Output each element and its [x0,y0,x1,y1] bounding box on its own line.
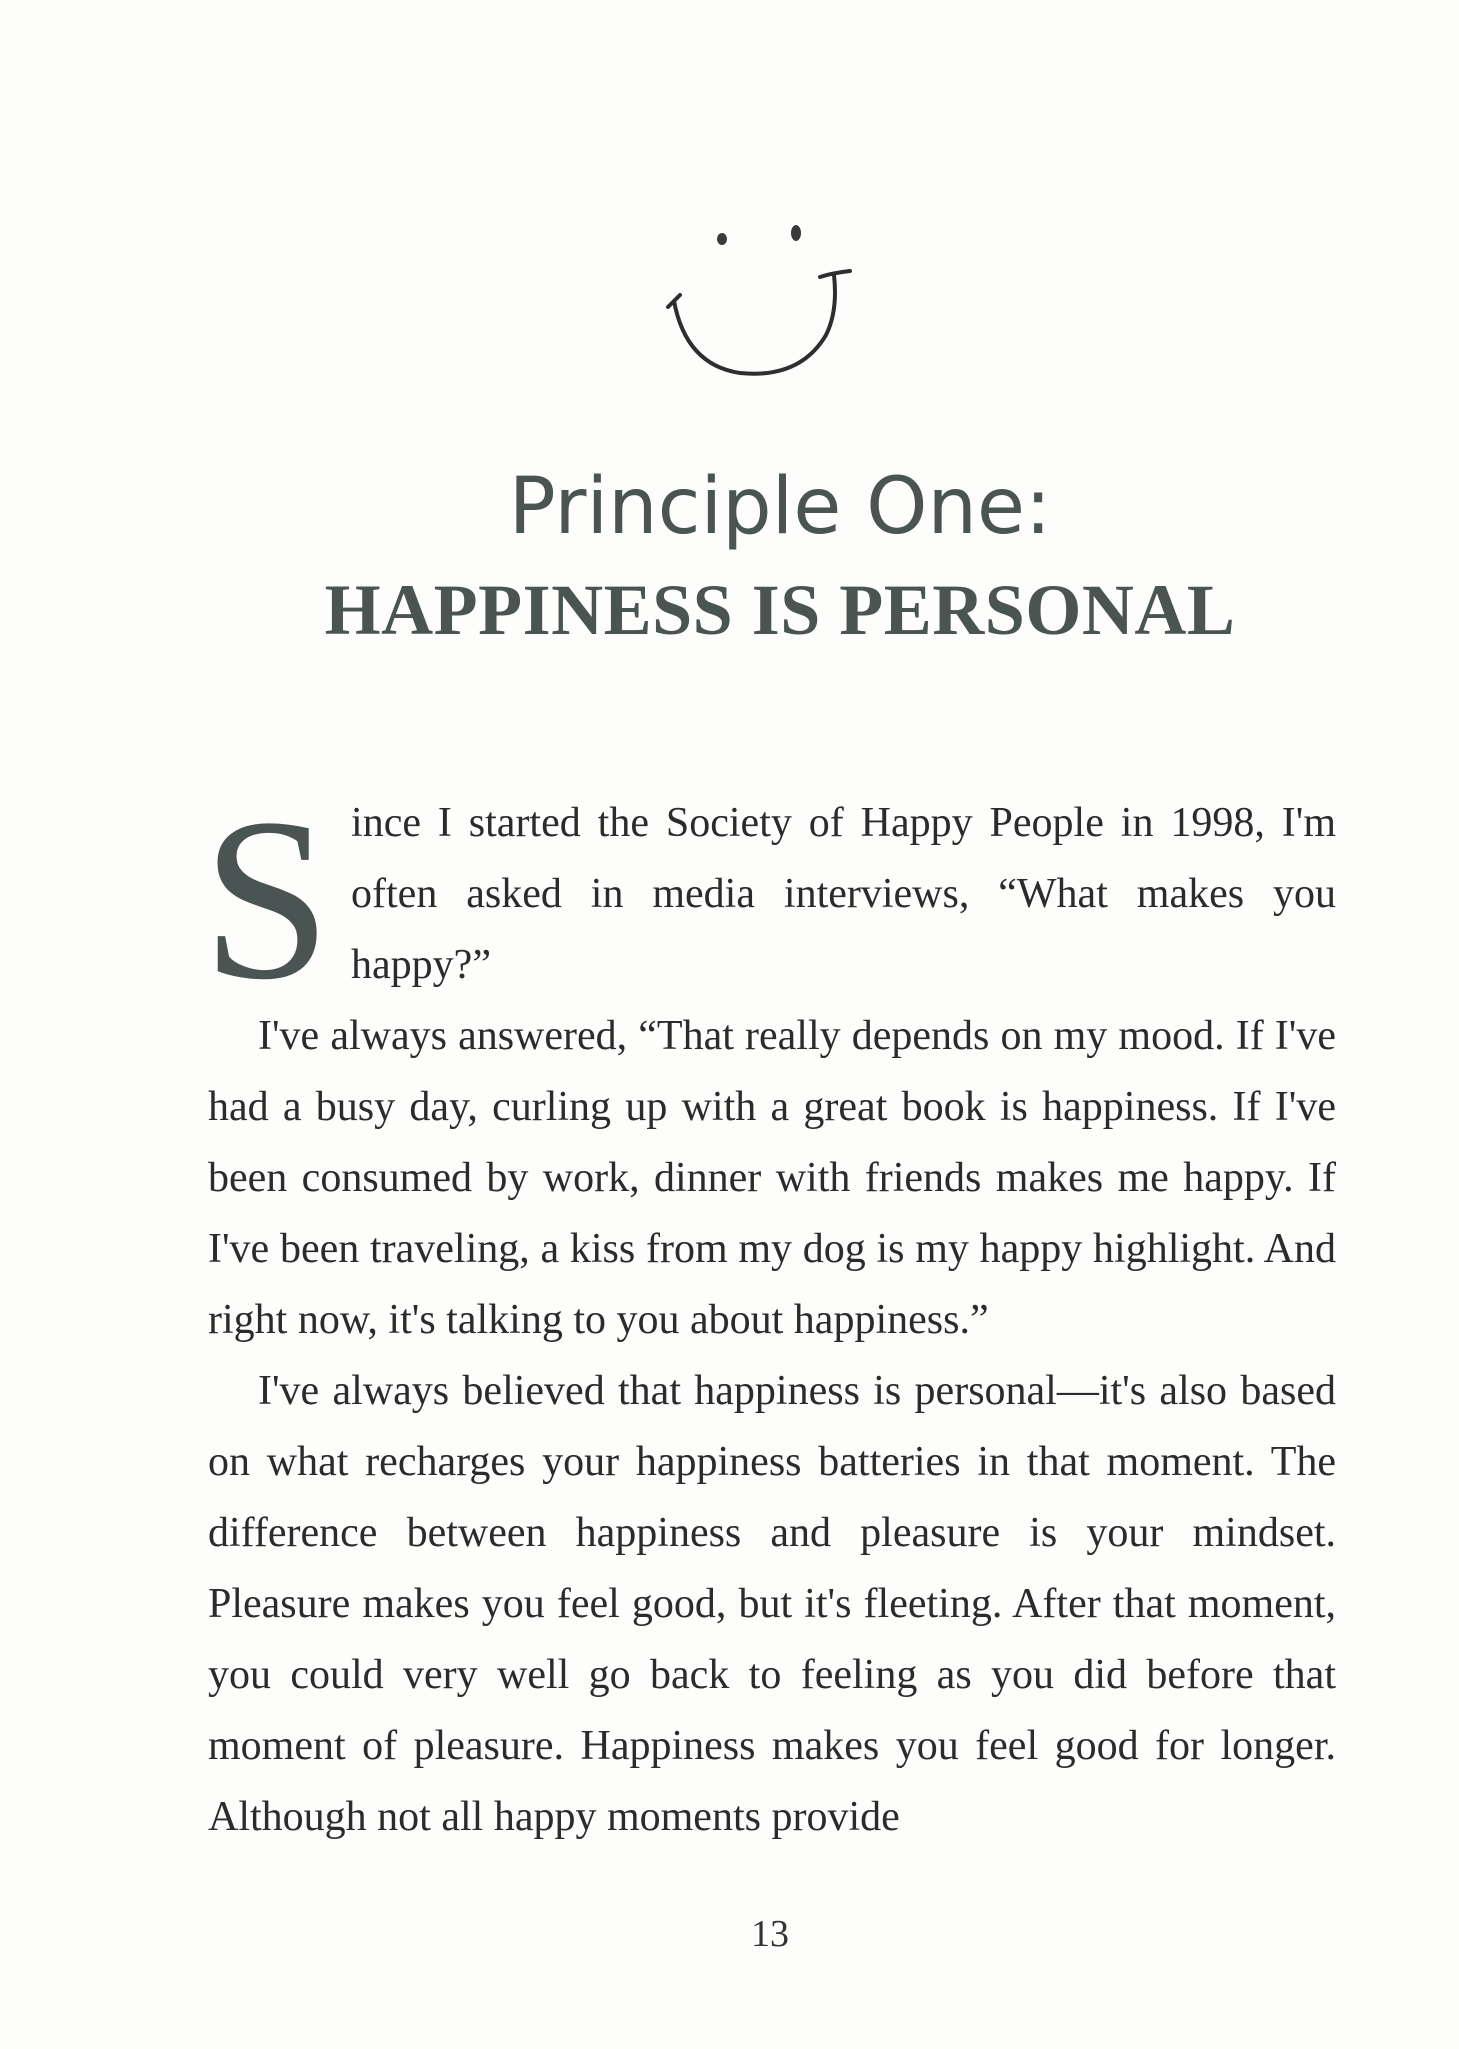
body-text [202,771,1336,1853]
paragraph-1-text: ince I started the Society of Happy People in 1998, I'm often asked in media interviews, “What makes you happy?” [351,800,1336,988]
smiley-face-icon [650,215,890,395]
page-number: 13 [751,1913,789,1955]
chapter-label: Principle One: [508,462,1052,552]
chapter-title: HAPPINESS IS PERSONAL [324,570,1236,650]
drop-cap: S [202,771,332,1028]
paragraph-3: I've always believed that happiness is personal—it's also based on what recharges your happiness batteries in that moment. The difference between happiness and pleasure is your mindset. Pleasure makes you feel good, but it's fleeting. After that moment, you could very well go back to feeling as you did before that moment of pleasure. Happiness makes you feel good for longer. Although not all happy moments provide [208,1368,1336,1840]
paragraph-2: I've always answered, “That really depends on my mood. If I've had a busy day, curling up with a great book is happiness. If I've been consumed by work, dinner with friends makes me happy. If I've been traveling, a kiss from my dog is my happy highlight. And right now, it's talking to you about happiness.” [208,1013,1336,1343]
paragraph-1 [202,771,1336,1028]
